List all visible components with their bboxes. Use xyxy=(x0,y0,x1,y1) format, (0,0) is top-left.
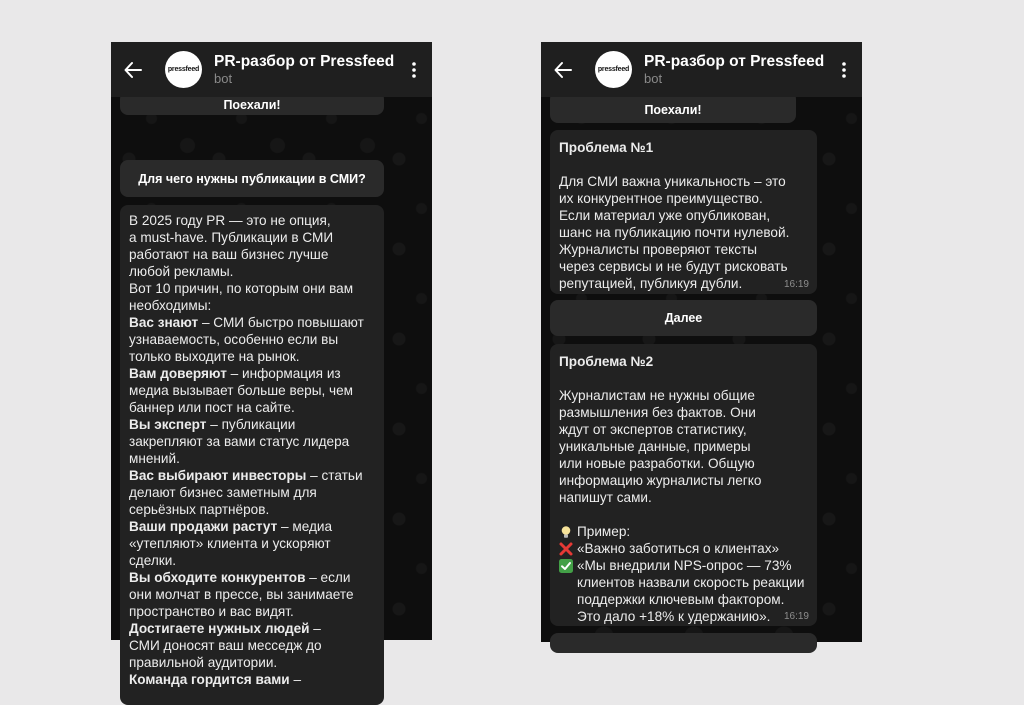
message-bubble-partial xyxy=(550,633,817,653)
reason-item xyxy=(129,314,375,365)
arrow-left-icon xyxy=(124,61,142,79)
reasons-list xyxy=(129,314,375,688)
avatar-logo-text: pressfeed xyxy=(597,66,630,73)
reason-title: Вас выбирают инвесторы xyxy=(129,468,307,483)
reason-title: Достигаете нужных людей xyxy=(129,621,310,636)
chat-title: PR-разбор от Pressfeed xyxy=(644,53,825,70)
message-time: 16:19 xyxy=(783,279,809,290)
message-text: Журналистам не нужны общие размышления без фактов. Они ждут от экспертов статистику, уникальные данные, примеры или новые разработки. Общую информацию журналисты легко напишут сами. xyxy=(559,388,762,505)
back-button[interactable] xyxy=(111,42,155,97)
message-time: 16:19 xyxy=(783,611,809,622)
phone-screen-left xyxy=(111,42,432,687)
chat-header xyxy=(111,42,432,97)
reason-title: Вы эксперт xyxy=(129,417,207,432)
good-example-text: «Мы внедрили NPS-опрос — 73% клиентов назвали скорость реакции поддержки ключевым фактором. Это дало +18% к удержанию». xyxy=(577,558,805,624)
message-title: Проблема №2 xyxy=(559,354,654,369)
back-button[interactable] xyxy=(541,42,585,97)
avatar[interactable] xyxy=(165,51,202,88)
reason-text: – если они молчат в прессе, вы занимаете пространство и вас видят. xyxy=(129,570,354,619)
message-bubble-problem-1 xyxy=(550,130,817,294)
reply-button-label: Поехали! xyxy=(644,103,702,117)
reason-text: – публикации закрепляют за вами статус лидера мнений. xyxy=(129,417,350,466)
reason-title: Ваши продажи растут xyxy=(129,519,278,534)
reason-text: – информация из медиа вызывает больше веры, чем баннер или пост на сайте. xyxy=(129,366,354,415)
chat-header xyxy=(541,42,862,97)
reply-button-label: Для чего нужны публикации в СМИ? xyxy=(138,171,366,186)
light-bulb-icon xyxy=(559,525,573,539)
good-example-row xyxy=(559,557,808,625)
message-bubble-problem-2 xyxy=(550,344,817,626)
more-menu-button[interactable] xyxy=(826,42,862,97)
reason-item xyxy=(129,569,375,620)
reason-text: – медиа «утепляют» клиента и ускоряют сделки. xyxy=(129,519,333,568)
reason-item xyxy=(129,620,375,671)
reason-item xyxy=(129,671,375,688)
reason-item xyxy=(129,467,375,518)
cross-mark-icon xyxy=(559,542,573,556)
check-mark-icon xyxy=(559,559,573,573)
message-list[interactable] xyxy=(541,97,862,642)
message-title: Проблема №1 xyxy=(559,140,654,155)
chat-title-block[interactable] xyxy=(214,52,396,87)
reason-title: Вам доверяют xyxy=(129,366,227,381)
reason-text: – xyxy=(289,672,302,687)
message-bubble xyxy=(120,205,384,705)
reason-title: Команда гордится вами xyxy=(129,672,290,687)
avatar[interactable] xyxy=(595,51,632,88)
chat-subtitle: bot xyxy=(644,71,663,86)
more-vertical-icon xyxy=(412,62,416,78)
reply-button-question[interactable] xyxy=(120,160,384,197)
example-label: Пример: xyxy=(577,524,631,539)
reason-item xyxy=(129,416,375,467)
message-intro: В 2025 году PR — это не опция, а must-have. Публикации в СМИ работают на ваш бизнес лучше любой рекламы. Вот 10 причин, по которым они вам необходимы: xyxy=(129,213,354,313)
next-button[interactable] xyxy=(550,300,817,336)
next-button-label: Далее xyxy=(664,311,703,325)
reason-text: – СМИ доносят ваш месседж до правильной аудитории. xyxy=(129,621,322,670)
reason-title: Вас знают xyxy=(129,315,199,330)
avatar-logo-text: pressfeed xyxy=(167,66,200,73)
message-text: Для СМИ важна уникальность – это их конкурентное преимущество. Если материал уже опубликован, шанс на публикацию почти нулевой. Журналисты проверяют тексты через сервисы и не будут рисковать репутацией, публикуя дубли. xyxy=(559,174,790,291)
bad-example-row xyxy=(559,540,808,557)
bad-example-text: «Важно заботиться о клиентах» xyxy=(577,541,780,556)
reason-text: – статьи делают бизнес заметным для серьёзных партнёров. xyxy=(129,468,363,517)
message-list[interactable] xyxy=(111,97,432,687)
example-label-row xyxy=(559,523,808,540)
reason-text: – СМИ быстро повышают узнаваемость, особенно если вы только выходите на рынок. xyxy=(129,315,364,364)
chat-title: PR-разбор от Pressfeed xyxy=(214,53,395,70)
chat-title-block[interactable] xyxy=(644,52,826,87)
more-menu-button[interactable] xyxy=(396,42,432,97)
spacer xyxy=(559,506,808,523)
chat-subtitle: bot xyxy=(214,71,233,86)
reply-button-label: Поехали! xyxy=(223,98,281,112)
reason-title: Вы обходите конкурентов xyxy=(129,570,306,585)
phone-screen-right xyxy=(541,42,862,642)
arrow-left-icon xyxy=(554,61,572,79)
more-vertical-icon xyxy=(842,62,846,78)
reason-item xyxy=(129,365,375,416)
reason-item xyxy=(129,518,375,569)
